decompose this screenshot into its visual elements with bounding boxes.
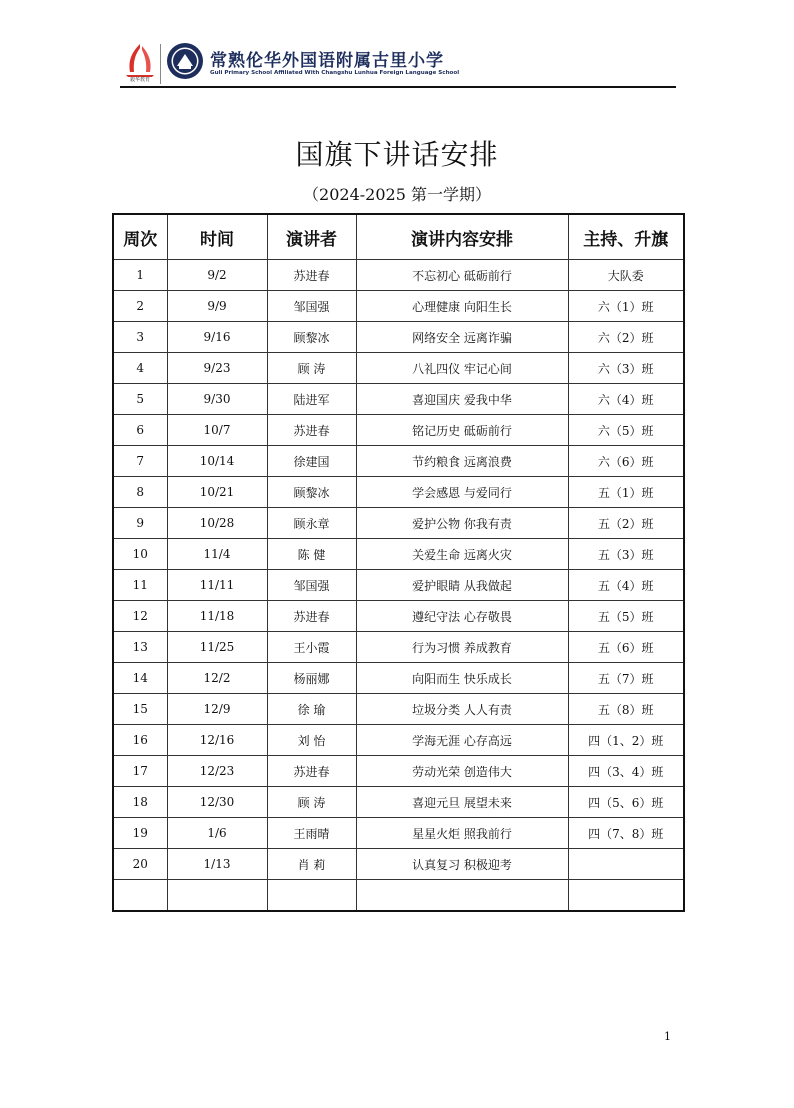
cell-date: 9/16 <box>167 322 267 353</box>
cell-host-class: 五（6）班 <box>568 632 684 663</box>
cell-date: 9/23 <box>167 353 267 384</box>
table-row <box>113 725 684 756</box>
cell-date: 10/21 <box>167 477 267 508</box>
table-row <box>113 663 684 694</box>
cell-topic: 喜迎国庆 爱我中华 <box>356 384 568 415</box>
cell-speaker: 王雨晴 <box>267 818 356 849</box>
header-week: 周次 <box>113 214 167 260</box>
cell-speaker: 肖 莉 <box>267 849 356 880</box>
cell-week: 12 <box>113 601 167 632</box>
cell-week: 5 <box>113 384 167 415</box>
cell-topic: 心理健康 向阳生长 <box>356 291 568 322</box>
cell-week: 18 <box>113 787 167 818</box>
cell-topic: 网络安全 远离诈骗 <box>356 322 568 353</box>
cell-speaker: 陈 健 <box>267 539 356 570</box>
cell-week: 14 <box>113 663 167 694</box>
cell-date: 12/2 <box>167 663 267 694</box>
cell-week: 2 <box>113 291 167 322</box>
cell-date: 11/11 <box>167 570 267 601</box>
cell-topic: 爱护眼睛 从我做起 <box>356 570 568 601</box>
cell-week: 9 <box>113 508 167 539</box>
header-divider <box>120 86 676 88</box>
cell-host-class: 大队委 <box>568 260 684 291</box>
table-row <box>113 322 684 353</box>
cell-week: 16 <box>113 725 167 756</box>
table-row <box>113 818 684 849</box>
header-topic: 演讲内容安排 <box>356 214 568 260</box>
cell-week: 3 <box>113 322 167 353</box>
cell-speaker: 刘 怡 <box>267 725 356 756</box>
cell-speaker: 顾 涛 <box>267 787 356 818</box>
school-name-english: Guli Primary School Affiliated With Changshu Lunhua Foreign Language School <box>210 70 460 76</box>
cell-week: 11 <box>113 570 167 601</box>
cell-topic: 认真复习 积极迎考 <box>356 849 568 880</box>
cell-date: 11/25 <box>167 632 267 663</box>
cell-topic: 星星火炬 照我前行 <box>356 818 568 849</box>
cell-week: 8 <box>113 477 167 508</box>
cell-host-class: 五（2）班 <box>568 508 684 539</box>
cell-topic: 向阳而生 快乐成长 <box>356 663 568 694</box>
table-row <box>113 601 684 632</box>
cell-speaker: 陆进军 <box>267 384 356 415</box>
cell-host-class: 六（5）班 <box>568 415 684 446</box>
table-row <box>113 446 684 477</box>
cell-speaker: 邹国强 <box>267 570 356 601</box>
cell-host-class: 五（1）班 <box>568 477 684 508</box>
cell-topic: 关爱生命 远离火灾 <box>356 539 568 570</box>
table-row <box>113 756 684 787</box>
left-logo-caption: 毅华教育 <box>129 77 150 83</box>
cell-speaker: 杨丽娜 <box>267 663 356 694</box>
cell-date: 12/16 <box>167 725 267 756</box>
cell-topic: 不忘初心 砥砺前行 <box>356 260 568 291</box>
cell-host-class: 六（1）班 <box>568 291 684 322</box>
logo-divider <box>160 44 161 84</box>
table-row <box>113 632 684 663</box>
cell-date: 10/14 <box>167 446 267 477</box>
cell-week: 20 <box>113 849 167 880</box>
table-header-row <box>113 214 684 260</box>
cell-date: 10/28 <box>167 508 267 539</box>
cell-host-class: 五（7）班 <box>568 663 684 694</box>
cell-host-class: 四（3、4）班 <box>568 756 684 787</box>
cell-topic: 学会感恩 与爱同行 <box>356 477 568 508</box>
cell-speaker: 苏进春 <box>267 756 356 787</box>
cell-topic: 劳动光荣 创造伟大 <box>356 756 568 787</box>
header-host-class: 主持、升旗 <box>568 214 684 260</box>
cell-speaker: 顾永章 <box>267 508 356 539</box>
cell-week <box>113 880 167 912</box>
table-row <box>113 260 684 291</box>
cell-date: 12/30 <box>167 787 267 818</box>
cell-host-class: 六（2）班 <box>568 322 684 353</box>
cell-host-class: 六（6）班 <box>568 446 684 477</box>
cell-date: 1/6 <box>167 818 267 849</box>
speech-schedule-table <box>112 213 685 912</box>
cell-speaker: 顾 涛 <box>267 353 356 384</box>
cell-host-class <box>568 849 684 880</box>
cell-week: 13 <box>113 632 167 663</box>
table-row <box>113 880 684 912</box>
table-row <box>113 787 684 818</box>
cell-topic: 喜迎元旦 展望未来 <box>356 787 568 818</box>
cell-host-class: 四（1、2）班 <box>568 725 684 756</box>
cell-speaker <box>267 880 356 912</box>
cell-week: 17 <box>113 756 167 787</box>
table-row <box>113 570 684 601</box>
cell-week: 10 <box>113 539 167 570</box>
header-speaker: 演讲者 <box>267 214 356 260</box>
table-row <box>113 694 684 725</box>
cell-host-class: 六（3）班 <box>568 353 684 384</box>
cell-topic: 爱护公物 你我有责 <box>356 508 568 539</box>
cell-week: 19 <box>113 818 167 849</box>
cell-speaker: 顾黎冰 <box>267 477 356 508</box>
cell-host-class: 五（5）班 <box>568 601 684 632</box>
cell-topic: 节约粮食 远离浪费 <box>356 446 568 477</box>
header-date: 时间 <box>167 214 267 260</box>
table-row <box>113 849 684 880</box>
cell-week: 6 <box>113 415 167 446</box>
school-name-chinese: 常熟伦华外国语附属古里小学 <box>210 51 444 71</box>
cell-speaker: 苏进春 <box>267 601 356 632</box>
cell-week: 1 <box>113 260 167 291</box>
table-body <box>113 260 684 912</box>
cell-speaker: 顾黎冰 <box>267 322 356 353</box>
cell-speaker: 邹国强 <box>267 291 356 322</box>
cell-date: 12/23 <box>167 756 267 787</box>
table-row <box>113 508 684 539</box>
cell-date: 10/7 <box>167 415 267 446</box>
cell-topic: 遵纪守法 心存敬畏 <box>356 601 568 632</box>
page-header <box>120 40 680 90</box>
cell-week: 7 <box>113 446 167 477</box>
cell-date: 11/18 <box>167 601 267 632</box>
table-row <box>113 384 684 415</box>
cell-speaker: 徐 瑜 <box>267 694 356 725</box>
cell-week: 15 <box>113 694 167 725</box>
page-number: 1 <box>664 1030 671 1043</box>
cell-host-class: 四（7、8）班 <box>568 818 684 849</box>
cell-date: 12/9 <box>167 694 267 725</box>
cell-date: 1/13 <box>167 849 267 880</box>
cell-topic: 八礼四仪 牢记心间 <box>356 353 568 384</box>
cell-week: 4 <box>113 353 167 384</box>
table-row <box>113 291 684 322</box>
school-seal-icon <box>166 42 204 80</box>
table-row <box>113 353 684 384</box>
table-row <box>113 415 684 446</box>
cell-topic <box>356 880 568 912</box>
cell-speaker: 王小霞 <box>267 632 356 663</box>
cell-host-class: 五（3）班 <box>568 539 684 570</box>
cell-topic: 行为习惯 养成教育 <box>356 632 568 663</box>
cell-date: 9/2 <box>167 260 267 291</box>
cell-topic: 铭记历史 砥砺前行 <box>356 415 568 446</box>
cell-date: 9/9 <box>167 291 267 322</box>
cell-host-class <box>568 880 684 912</box>
cell-host-class: 五（8）班 <box>568 694 684 725</box>
cell-host-class: 六（4）班 <box>568 384 684 415</box>
cell-date: 11/4 <box>167 539 267 570</box>
cell-speaker: 苏进春 <box>267 260 356 291</box>
cell-host-class: 五（4）班 <box>568 570 684 601</box>
cell-topic: 垃圾分类 人人有责 <box>356 694 568 725</box>
cell-speaker: 苏进春 <box>267 415 356 446</box>
cell-topic: 学海无涯 心存高远 <box>356 725 568 756</box>
cell-date: 9/30 <box>167 384 267 415</box>
table-row <box>113 477 684 508</box>
cell-date <box>167 880 267 912</box>
table-row <box>113 539 684 570</box>
page-subtitle: （2024-2025 第一学期） <box>303 185 491 204</box>
cell-speaker: 徐建国 <box>267 446 356 477</box>
cell-host-class: 四（5、6）班 <box>568 787 684 818</box>
page-title: 国旗下讲话安排 <box>295 138 499 171</box>
